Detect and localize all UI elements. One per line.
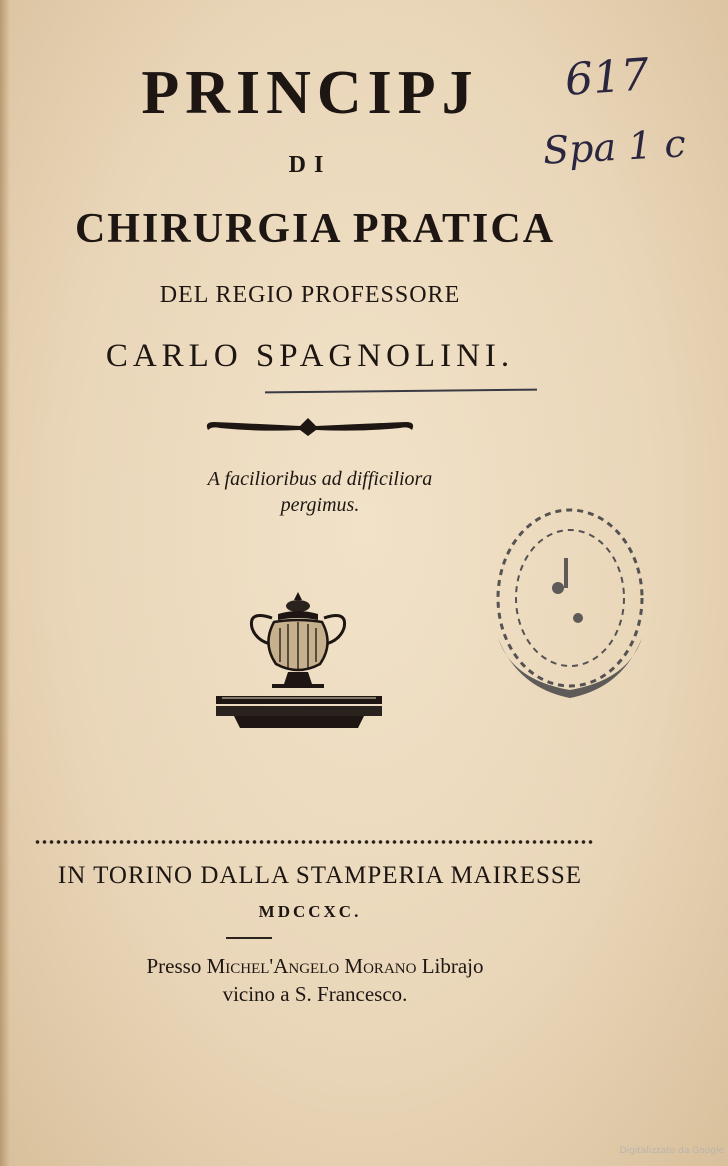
seller-prefix: Presso: [146, 954, 202, 978]
title-connector: DI: [288, 152, 332, 178]
handwritten-shelfmark-number: 617: [563, 49, 651, 106]
vase-vignette: [208, 588, 388, 736]
handwritten-underline: [265, 389, 537, 394]
digitization-watermark: Digitalizzato da Google: [619, 1146, 724, 1156]
printer-imprint: IN TORINO DALLA STAMPERIA MAIRESSE: [57, 862, 583, 889]
author-role: DEL REGIO PROFESSORE: [159, 282, 461, 308]
motto-line-1: A facilioribus ad difficiliora: [207, 468, 433, 490]
motto-line-2: pergimus.: [280, 494, 360, 516]
seller-name: Michel'Angelo Morano: [206, 954, 417, 978]
seller-location: vicino a S. Francesco.: [222, 982, 408, 1006]
seller-line: [0, 954, 630, 979]
handwritten-shelfmark-code: Spa 1 c: [541, 121, 687, 173]
short-rule: [226, 937, 272, 939]
dotted-rule: [34, 838, 594, 846]
author-name: CARLO SPAGNOLINI.: [105, 338, 515, 374]
book-subtitle: CHIRURGIA PRATICA: [74, 206, 556, 252]
seller-suffix: Librajo: [421, 954, 484, 978]
library-stamp: [478, 498, 663, 713]
publication-year: MDCCXC.: [258, 902, 362, 921]
book-title: PRINCIPJ: [141, 59, 479, 127]
ornamental-divider: [200, 412, 420, 442]
